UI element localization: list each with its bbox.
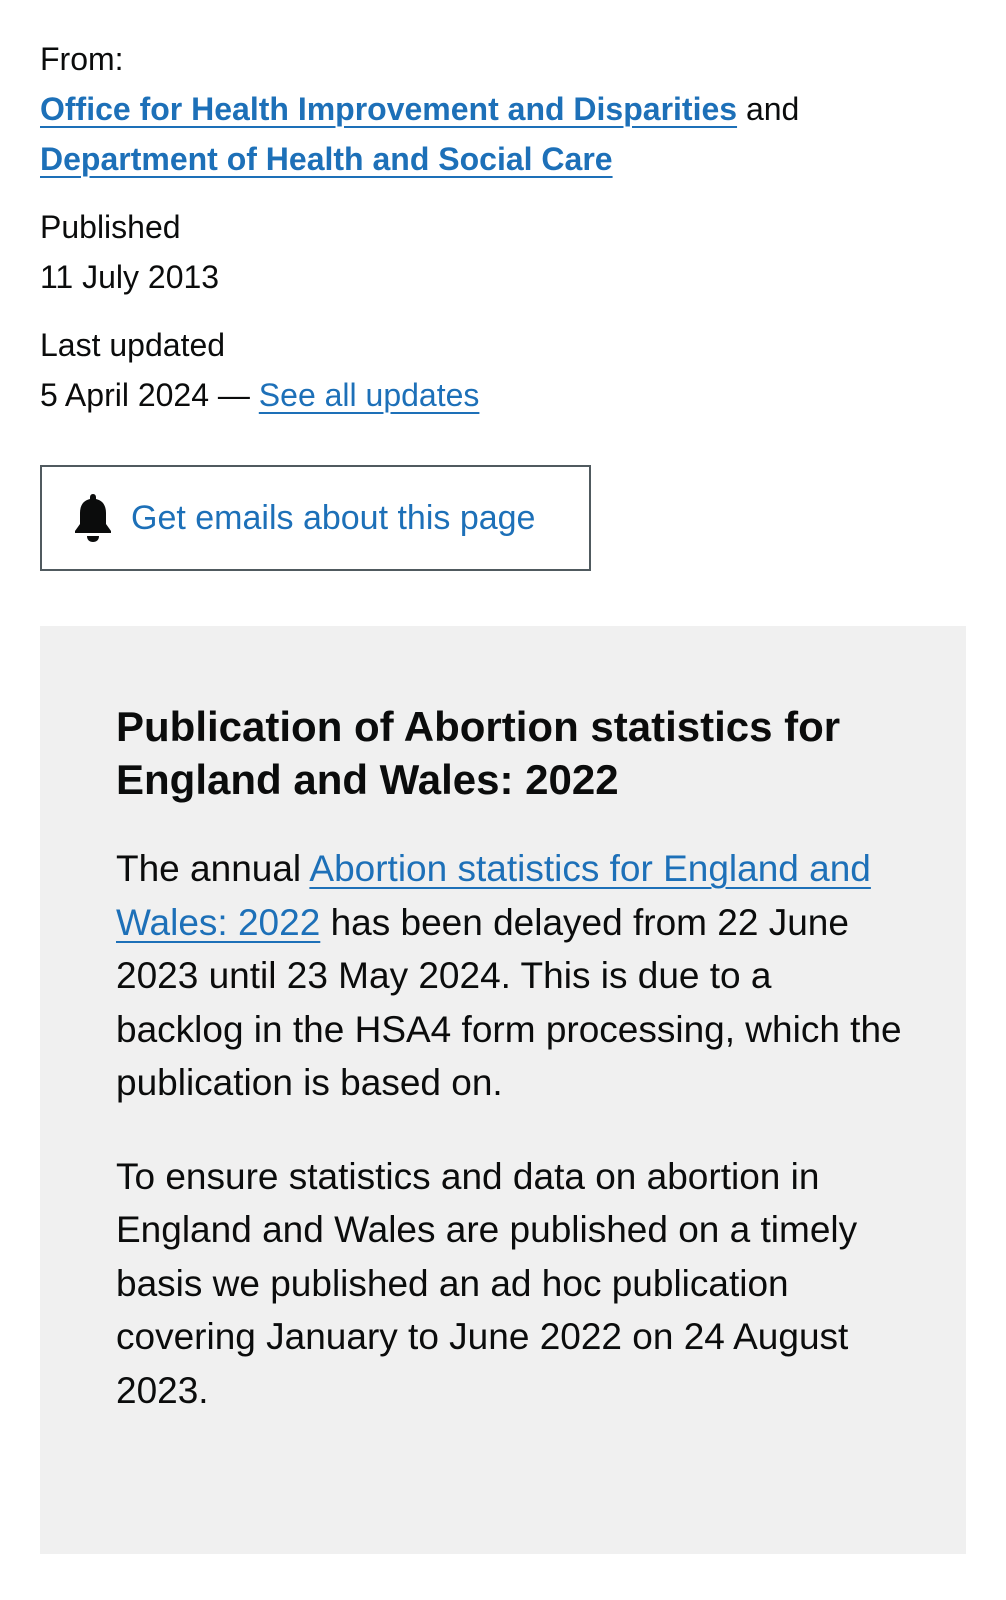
- last-updated-block: [40, 320, 960, 420]
- paragraph-1-intro: The annual: [116, 848, 310, 889]
- org-link-ohid[interactable]: Office for Health Improvement and Disparities: [40, 91, 738, 127]
- publication-metadata: [40, 34, 960, 438]
- last-updated-date: 5 April 2024: [40, 377, 210, 413]
- bell-icon: [73, 492, 113, 544]
- see-all-updates-link[interactable]: See all updates: [258, 377, 480, 413]
- published-block: [40, 202, 960, 302]
- organisations: [40, 84, 960, 184]
- notice-paragraph-1: [116, 842, 906, 1110]
- last-updated-line: [40, 370, 960, 420]
- org-joiner: and: [745, 91, 800, 127]
- notice-title: Publication of Abortion statistics for England and Wales: 2022: [116, 703, 841, 803]
- from-label: From:: [40, 41, 124, 77]
- org-link-dhsc[interactable]: Department of Health and Social Care: [40, 141, 613, 177]
- notice-paragraph-2: To ensure statistics and data on abortion in England and Wales are published on a timely basis we published an ad hoc publication covering January to June 2022 on 24 August 2023.: [116, 1155, 858, 1411]
- published-date: 11 July 2013: [40, 259, 220, 295]
- get-emails-button[interactable]: [40, 465, 591, 571]
- published-label: Published: [40, 209, 181, 245]
- get-emails-label: Get emails about this page: [131, 499, 536, 537]
- from-block: [40, 34, 960, 184]
- abortion-statistics-link[interactable]: Abortion statistics for England and Wales: 2022: [116, 848, 871, 943]
- notice-panel: [40, 626, 966, 1554]
- last-updated-label: Last updated: [40, 327, 226, 363]
- updated-separator: —: [217, 377, 250, 413]
- paragraph-1-body: has been delayed from 22 June 2023 until 23 May 2024. This is due to a backlog in the HSA4 form processing, which the publication is based on.: [116, 901, 902, 1103]
